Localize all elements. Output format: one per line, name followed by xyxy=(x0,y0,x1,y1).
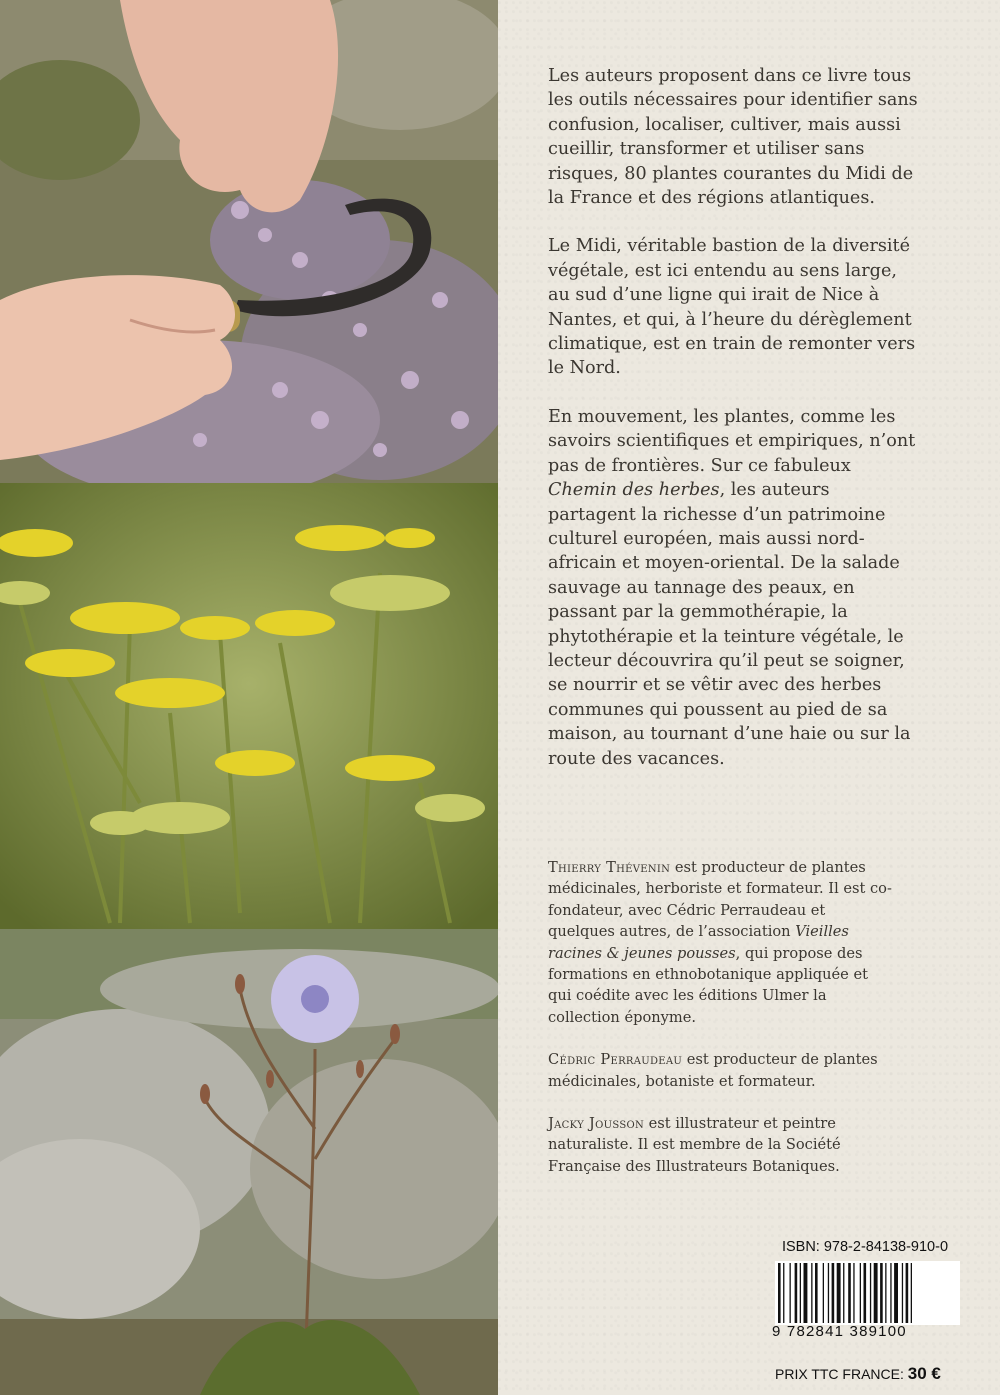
barcode-bar xyxy=(811,1263,812,1323)
barcode-block xyxy=(770,1239,960,1340)
barcode-bar xyxy=(783,1263,784,1323)
bio-thierry-thevenin xyxy=(548,857,893,1028)
barcode-bar xyxy=(790,1263,791,1323)
barcode-bar xyxy=(880,1263,883,1323)
author-name: Thierry Thévenin xyxy=(548,859,671,876)
barcode-bar xyxy=(870,1263,871,1323)
book-description xyxy=(548,64,918,795)
description-paragraph-2: Le Midi, véritable bastion de la diversité végétale, est ici entendu au sens large, au sud d’une ligne qui irait de Nice à Nantes, et qui, à l’heure du dérèglement climatique, est en train de remonter vers le Nord. xyxy=(548,236,916,379)
isbn-label: ISBN: 978-2-84138-910-0 xyxy=(781,1239,949,1255)
barcode-bar xyxy=(902,1263,903,1323)
bio-jacky-jousson xyxy=(548,1113,893,1177)
chicory-flower-photo xyxy=(0,929,498,1395)
barcode-bar xyxy=(906,1263,909,1323)
barcode-bar xyxy=(890,1263,891,1323)
bio-text-b: , qui propose des formations en ethnobotanique appliquée et qui coédite avec les éditions Ulmer la collection éponyme. xyxy=(548,944,868,1026)
bio-cedric-perraudeau xyxy=(548,1049,893,1092)
barcode-image xyxy=(775,1261,960,1325)
barcode-bar xyxy=(848,1263,851,1323)
author-name: Cédric Perraudeau xyxy=(548,1051,683,1069)
fennel-flowers-photo xyxy=(0,483,498,929)
barcode-digits: 9 782841 389100 xyxy=(772,1323,907,1340)
barcode-bar xyxy=(795,1263,798,1323)
barcode-bar xyxy=(874,1263,878,1323)
author-bios xyxy=(548,857,893,1198)
price-text: PRIX TTC FRANCE: xyxy=(775,1366,908,1382)
bio-text: est producteur de plantes médicinales, botaniste et formateur. xyxy=(548,1051,878,1090)
thyme-harvest-photo xyxy=(0,0,498,483)
barcode-bar xyxy=(815,1263,818,1323)
association-name: Vieilles racines & jeunes pousses xyxy=(548,923,849,962)
author-name: Jacky Jousson xyxy=(548,1115,645,1133)
barcode-bar xyxy=(828,1263,829,1323)
barcode-bar xyxy=(911,1263,912,1323)
barcode-bar xyxy=(894,1263,898,1323)
description-paragraph-3 xyxy=(548,405,918,771)
barcode-bar xyxy=(837,1263,841,1323)
barcode-bar xyxy=(843,1263,844,1323)
book-title-italic: Chemin des herbes xyxy=(548,480,720,501)
barcode-bar xyxy=(804,1263,808,1323)
bio-text-a: est producteur de plantes médicinales, herboriste et formateur. Il est co-fondateur, avec Cédric Perraudeau et quelques autres, de l’association xyxy=(548,859,892,941)
barcode-bar xyxy=(864,1263,867,1323)
barcode-bar xyxy=(800,1263,801,1323)
description-paragraph-1: Les auteurs proposent dans ce livre tous les outils nécessaires pour identifier sans confusion, localiser, cultiver, mais aussi cueillir, transformer et utiliser sans risques, 80 plantes courantes du Midi de la France et des régions atlantiques. xyxy=(548,66,918,209)
paragraph-3-text-b: , les auteurs partagent la richesse d’un patrimoine culturel européen, mais aussi nord-africain et moyen-oriental. De la salade sauvage au tannage des peaux, en passant par la gemmothérapie, la phytothérapie et la teinture végétale, le lecteur découvrira qu’il peut se soigner, se nourrir et se vêtir avec des herbes communes qui poussent au pied de sa maison, au tournant d’une haie ou sur la route des vacances. xyxy=(548,480,911,769)
barcode-bar xyxy=(885,1263,886,1323)
barcode-bar xyxy=(778,1263,781,1323)
barcode-bar xyxy=(832,1263,835,1323)
price-label xyxy=(775,1364,941,1384)
paragraph-3-text-a: En mouvement, les plantes, comme les savoirs scientifiques et empiriques, n’ont pas de frontières. Sur ce fabuleux xyxy=(548,406,916,476)
barcode-bar xyxy=(853,1263,854,1323)
barcode-bar xyxy=(860,1263,861,1323)
price-value: 30 € xyxy=(907,1364,941,1383)
barcode-bar xyxy=(823,1263,824,1323)
bio-text: est illustrateur et peintre naturaliste. Il est membre de la Société Française des Illustrateurs Botaniques. xyxy=(548,1115,841,1175)
